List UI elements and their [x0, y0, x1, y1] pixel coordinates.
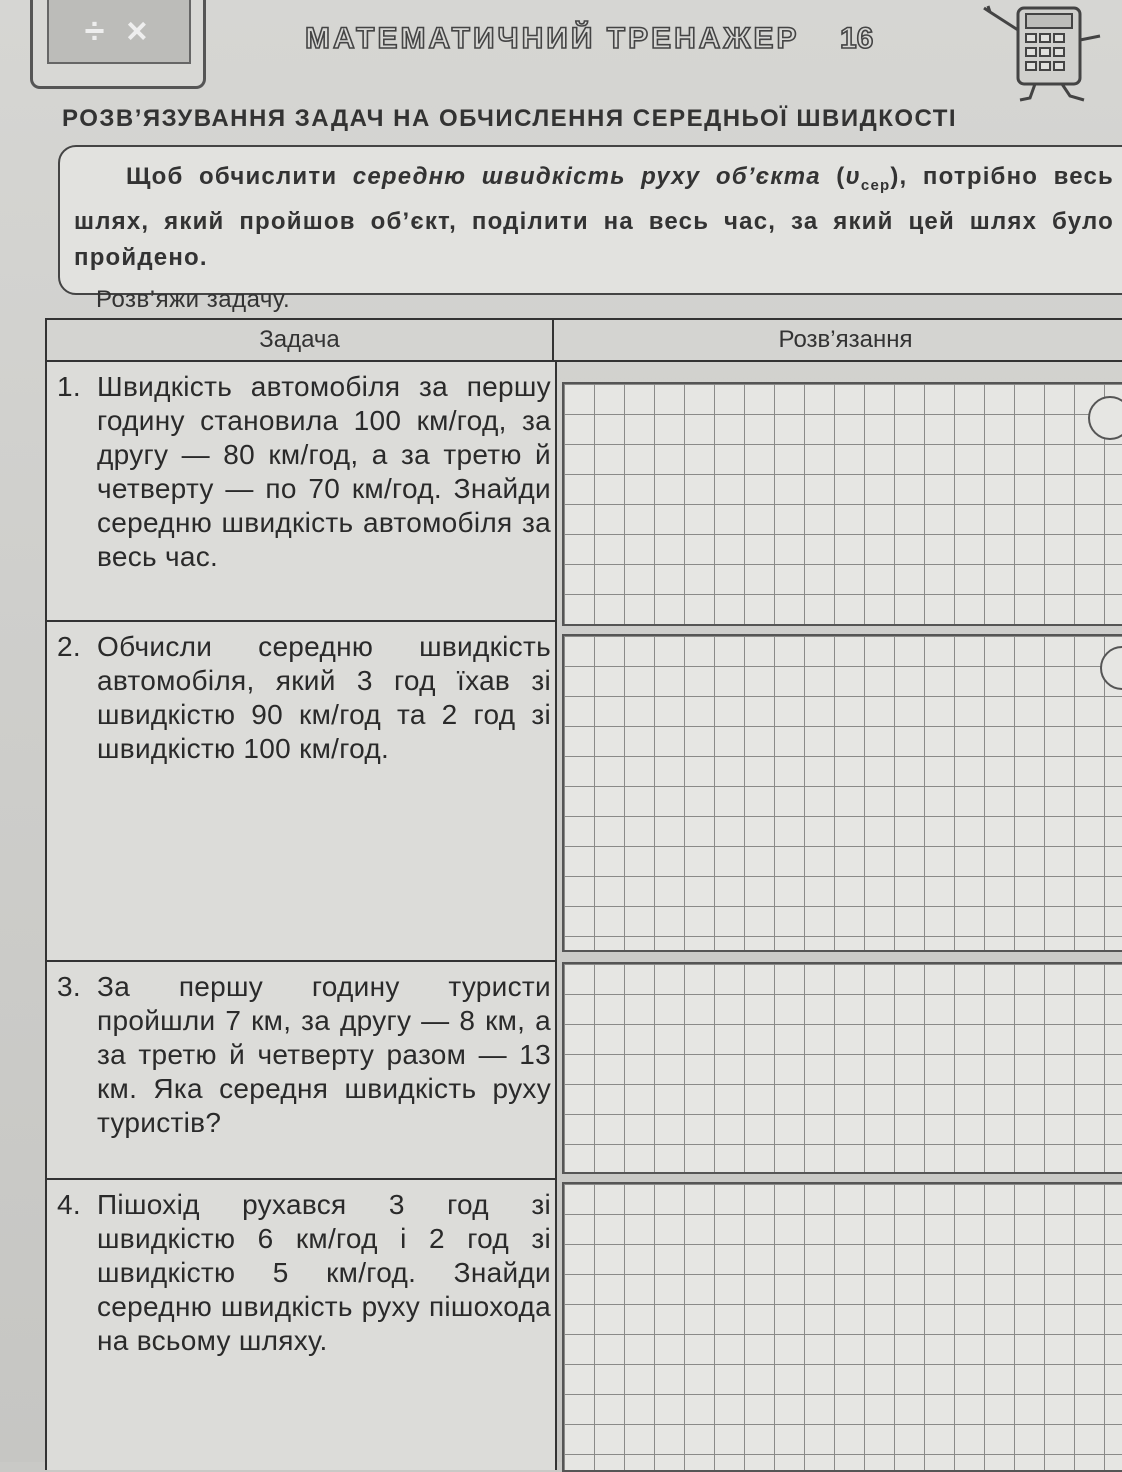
- task-number: 3.: [57, 971, 81, 1002]
- task-text: За першу годину туристи пройшли 7 км, за другу — 8 км, а за третю й четверту разом — 13 км. Яка середня швидкість руху туристів?: [97, 971, 551, 1138]
- task-row-4: [47, 1180, 557, 1470]
- math-symbols-logo: ÷ ×: [47, 0, 191, 64]
- rule-text: [74, 159, 1114, 276]
- task-1: [57, 370, 551, 574]
- rule-box: [58, 145, 1122, 295]
- rule-part-1: Щоб обчислити: [126, 163, 353, 190]
- task-2: [57, 630, 551, 766]
- series-title: МАТЕМАТИЧНИЙ ТРЕНАЖЕР: [305, 22, 800, 55]
- solution-grid-3[interactable]: [562, 962, 1122, 1174]
- task-number: 4.: [57, 1189, 81, 1220]
- rule-emphasis: середню швидкість руху об’єкта: [352, 163, 821, 190]
- solution-grid-2[interactable]: [562, 634, 1122, 952]
- logo-frame: [30, 0, 206, 89]
- column-header-task: Задача: [47, 320, 554, 362]
- section-title: РОЗВ’ЯЗУВАННЯ ЗАДАЧ НА ОБЧИСЛЕННЯ СЕРЕДНЬОЇ ШВИДКОСТІ: [62, 105, 958, 132]
- rule-part-2: (: [820, 163, 846, 190]
- task-text: Швидкість автомобіля за першу годину становила 100 км/год, за другу — 80 км/год, а за третю й четверту — по 70 км/год. Знайди середню швидкість автомобіля за весь час.: [97, 371, 551, 572]
- solution-grid-4[interactable]: [562, 1182, 1122, 1472]
- task-row-1: [47, 362, 557, 622]
- task-row-2: [47, 622, 557, 962]
- task-table: [45, 318, 1122, 1470]
- calculator-mascot-icon: [980, 0, 1110, 110]
- instruction: Розв’яжи задачу.: [96, 286, 291, 313]
- task-text: Пішохід рухався 3 год зі швидкістю 6 км/год і 2 год зі швидкістю 5 км/год. Знайди середню швидкість руху пішохода на всьому шляху.: [97, 1189, 551, 1356]
- task-number: 2.: [57, 631, 81, 662]
- speed-symbol: υ: [845, 163, 861, 190]
- solution-grid-1[interactable]: [562, 382, 1122, 626]
- task-row-3: [47, 962, 557, 1180]
- task-text: Обчисли середню швидкість автомобіля, який 3 год їхав зі швидкістю 90 км/год та 2 год зі швидкістю 100 км/год.: [97, 631, 551, 764]
- series-number: 16: [840, 22, 874, 55]
- column-header-solution: Розв’язання: [554, 320, 1122, 362]
- speed-subscript: сер: [860, 176, 891, 194]
- rule-part-3: ), потрібно весь шлях, який пройшов об’єкт, поділити на весь час, за який цей шлях було пройдено.: [74, 163, 1115, 271]
- task-4: [57, 1188, 551, 1358]
- task-number: 1.: [57, 371, 81, 402]
- task-3: [57, 970, 551, 1140]
